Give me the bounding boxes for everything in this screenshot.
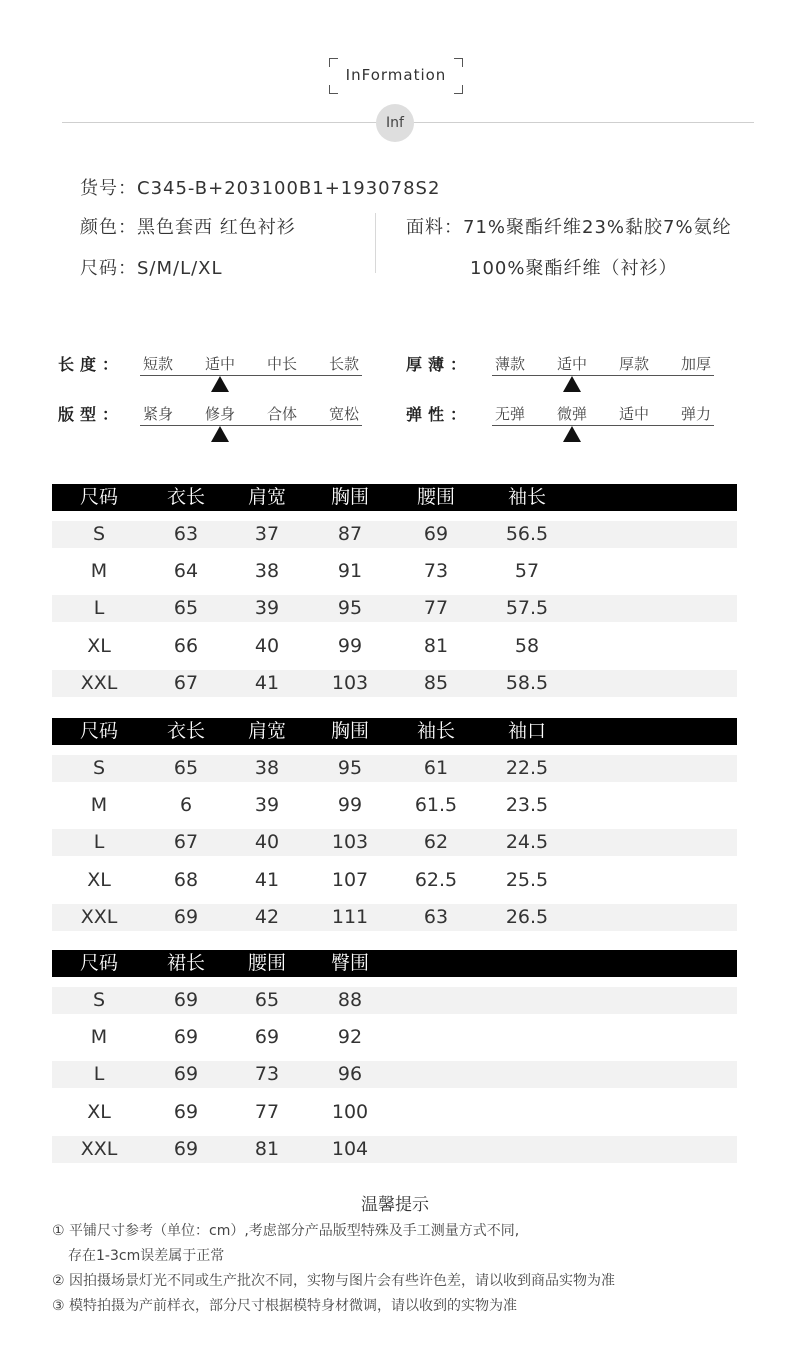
table-header [52,718,737,745]
table-cell: 69 [173,1101,199,1123]
scale-line [492,425,714,426]
table-cell: 23.5 [505,794,549,816]
scale-option: 弹力 [680,405,711,423]
table-cell: 69 [173,989,199,1011]
table-cell: 99 [337,794,363,816]
scale-option: 合体 [266,405,297,423]
column-header: 胸围 [330,720,369,742]
table-cell: 40 [254,831,280,853]
table-cell: 38 [254,757,280,779]
frame-corner [329,85,338,94]
scale-label-thickness: 厚薄： [406,355,473,374]
table-cell: S [92,757,106,779]
table-cell: 104 [331,1138,369,1160]
scale-option: 中长 [266,355,297,373]
table-cell: M [90,560,108,582]
column-header: 腰围 [416,486,455,508]
table-cell: 67 [173,831,199,853]
table-cell: 65 [173,597,199,619]
info-badge: Inf [376,104,414,142]
table-cell: 88 [337,989,363,1011]
table-row [52,670,737,697]
table-cell: 67 [173,672,199,694]
table-cell: L [93,831,105,853]
scale-line [492,375,714,376]
table-cell: 65 [254,989,280,1011]
table-cell: S [92,989,106,1011]
selected-marker-icon [563,376,581,392]
table-cell: 69 [173,906,199,928]
column-header: 袖口 [507,720,546,742]
table-cell: 73 [423,560,449,582]
note-item: 存在1-3cm误差属于正常 [68,1248,225,1264]
table-row [52,521,737,548]
table-cell: 61.5 [414,794,458,816]
table-cell: L [93,1063,105,1085]
table-cell: 81 [423,635,449,657]
table-cell: 58 [514,635,540,657]
table-cell: M [90,1026,108,1048]
table-cell: 42 [254,906,280,928]
table-row [52,867,737,894]
table-cell: 100 [331,1101,369,1123]
column-header: 胸围 [330,486,369,508]
scale-option: 修身 [204,405,235,423]
table-row [52,595,737,622]
scale-option: 薄款 [494,355,525,373]
table-row [52,1061,737,1088]
selected-marker-icon [563,426,581,442]
table-cell: 41 [254,672,280,694]
scale-option: 适中 [556,355,587,373]
table-cell: 58.5 [505,672,549,694]
table-cell: 95 [337,597,363,619]
table-row [52,1136,737,1163]
table-cell: 69 [173,1026,199,1048]
table-cell: XL [87,869,111,891]
table-cell: 103 [331,831,369,853]
table-cell: 63 [423,906,449,928]
table-cell: XXL [80,906,118,928]
table-cell: XL [87,1101,111,1123]
column-header: 衣长 [166,486,205,508]
scale-label-fit: 版型： [58,405,125,424]
table-cell: 22.5 [505,757,549,779]
scale-label-elasticity: 弹性： [406,405,473,424]
table-cell: 69 [173,1063,199,1085]
table-cell: 40 [254,635,280,657]
note-item: ① 平铺尺寸参考（单位：cm）,考虑部分产品版型特殊及手工测量方式不同, [52,1223,520,1239]
size-info: 尺码：S/M/L/XL [80,258,223,279]
table-row [52,987,737,1014]
table-cell: 91 [337,560,363,582]
table-row [52,755,737,782]
column-header: 裙长 [166,952,205,974]
table-cell: 62.5 [414,869,458,891]
column-header: 尺码 [79,486,118,508]
table-row [52,558,737,585]
table-cell: 57.5 [505,597,549,619]
column-header: 衣长 [166,720,205,742]
table-cell: 39 [254,794,280,816]
selected-marker-icon [211,426,229,442]
table-cell: 62 [423,831,449,853]
table-cell: XXL [80,672,118,694]
table-cell: 63 [173,523,199,545]
table-cell: 107 [331,869,369,891]
section-title: InFormation [345,66,447,84]
table-cell: 64 [173,560,199,582]
table-row [52,1024,737,1051]
table-cell: 56.5 [505,523,549,545]
scale-option: 紧身 [142,405,173,423]
table-cell: 77 [254,1101,280,1123]
column-header: 尺码 [79,952,118,974]
column-header: 尺码 [79,720,118,742]
table-cell: 73 [254,1063,280,1085]
table-cell: 39 [254,597,280,619]
table-cell: 38 [254,560,280,582]
frame-corner [454,85,463,94]
scale-option: 适中 [204,355,235,373]
scale-line [140,425,362,426]
scale-label-length: 长度： [58,355,125,374]
table-header [52,950,737,977]
table-cell: 95 [337,757,363,779]
table-row [52,829,737,856]
table-row [52,1099,737,1126]
table-cell: L [93,597,105,619]
scale-option: 长款 [328,355,359,373]
table-cell: 69 [254,1026,280,1048]
table-row [52,904,737,931]
table-cell: 77 [423,597,449,619]
table-cell: 69 [423,523,449,545]
column-header: 袖长 [416,720,455,742]
scale-option: 无弹 [494,405,525,423]
table-cell: 41 [254,869,280,891]
table-cell: 68 [173,869,199,891]
table-cell: 81 [254,1138,280,1160]
column-header: 腰围 [247,952,286,974]
column-header: 袖长 [507,486,546,508]
column-header: 臀围 [330,952,369,974]
scale-option: 厚款 [618,355,649,373]
table-cell: 87 [337,523,363,545]
note-item: ③ 模特拍摄为产前样衣，部分尺寸根据模特身材微调，请以收到的实物为准 [52,1298,517,1314]
table-cell: 92 [337,1026,363,1048]
table-cell: 111 [331,906,369,928]
table-cell: 69 [173,1138,199,1160]
scale-line [140,375,362,376]
fabric-info-shirt: 100%聚酯纤维（衬衫） [470,258,678,279]
note-item: ② 因拍摄场景灯光不同或生产批次不同，实物与图片会有些许色差，请以收到商品实物为准 [52,1273,615,1289]
table-cell: 103 [331,672,369,694]
table-cell: XL [87,635,111,657]
table-cell: 57 [514,560,540,582]
column-header: 肩宽 [247,720,286,742]
information-title-frame [329,58,463,94]
table-cell: 65 [173,757,199,779]
table-row [52,792,737,819]
table-cell: M [90,794,108,816]
info-divider [375,213,376,273]
scale-option: 加厚 [680,355,711,373]
notes-title: 温馨提示 [361,1195,429,1215]
table-cell: 6 [179,794,193,816]
scale-option: 适中 [618,405,649,423]
scale-option: 宽松 [328,405,359,423]
table-cell: 25.5 [505,869,549,891]
table-cell: 24.5 [505,831,549,853]
item-number: 货号：C345-B+203100B1+193078S2 [80,178,441,199]
table-cell: 26.5 [505,906,549,928]
table-cell: 99 [337,635,363,657]
scale-option: 微弹 [556,405,587,423]
table-cell: 96 [337,1063,363,1085]
color-info: 颜色：黑色套西 红色衬衫 [80,217,296,238]
table-cell: 61 [423,757,449,779]
table-cell: XXL [80,1138,118,1160]
column-header: 肩宽 [247,486,286,508]
table-cell: 85 [423,672,449,694]
selected-marker-icon [211,376,229,392]
table-row [52,633,737,660]
fabric-info: 面料：71%聚酯纤维23%黏胶7%氨纶 [406,217,732,238]
table-cell: 66 [173,635,199,657]
table-header [52,484,737,511]
scale-option: 短款 [142,355,173,373]
table-cell: S [92,523,106,545]
table-cell: 37 [254,523,280,545]
